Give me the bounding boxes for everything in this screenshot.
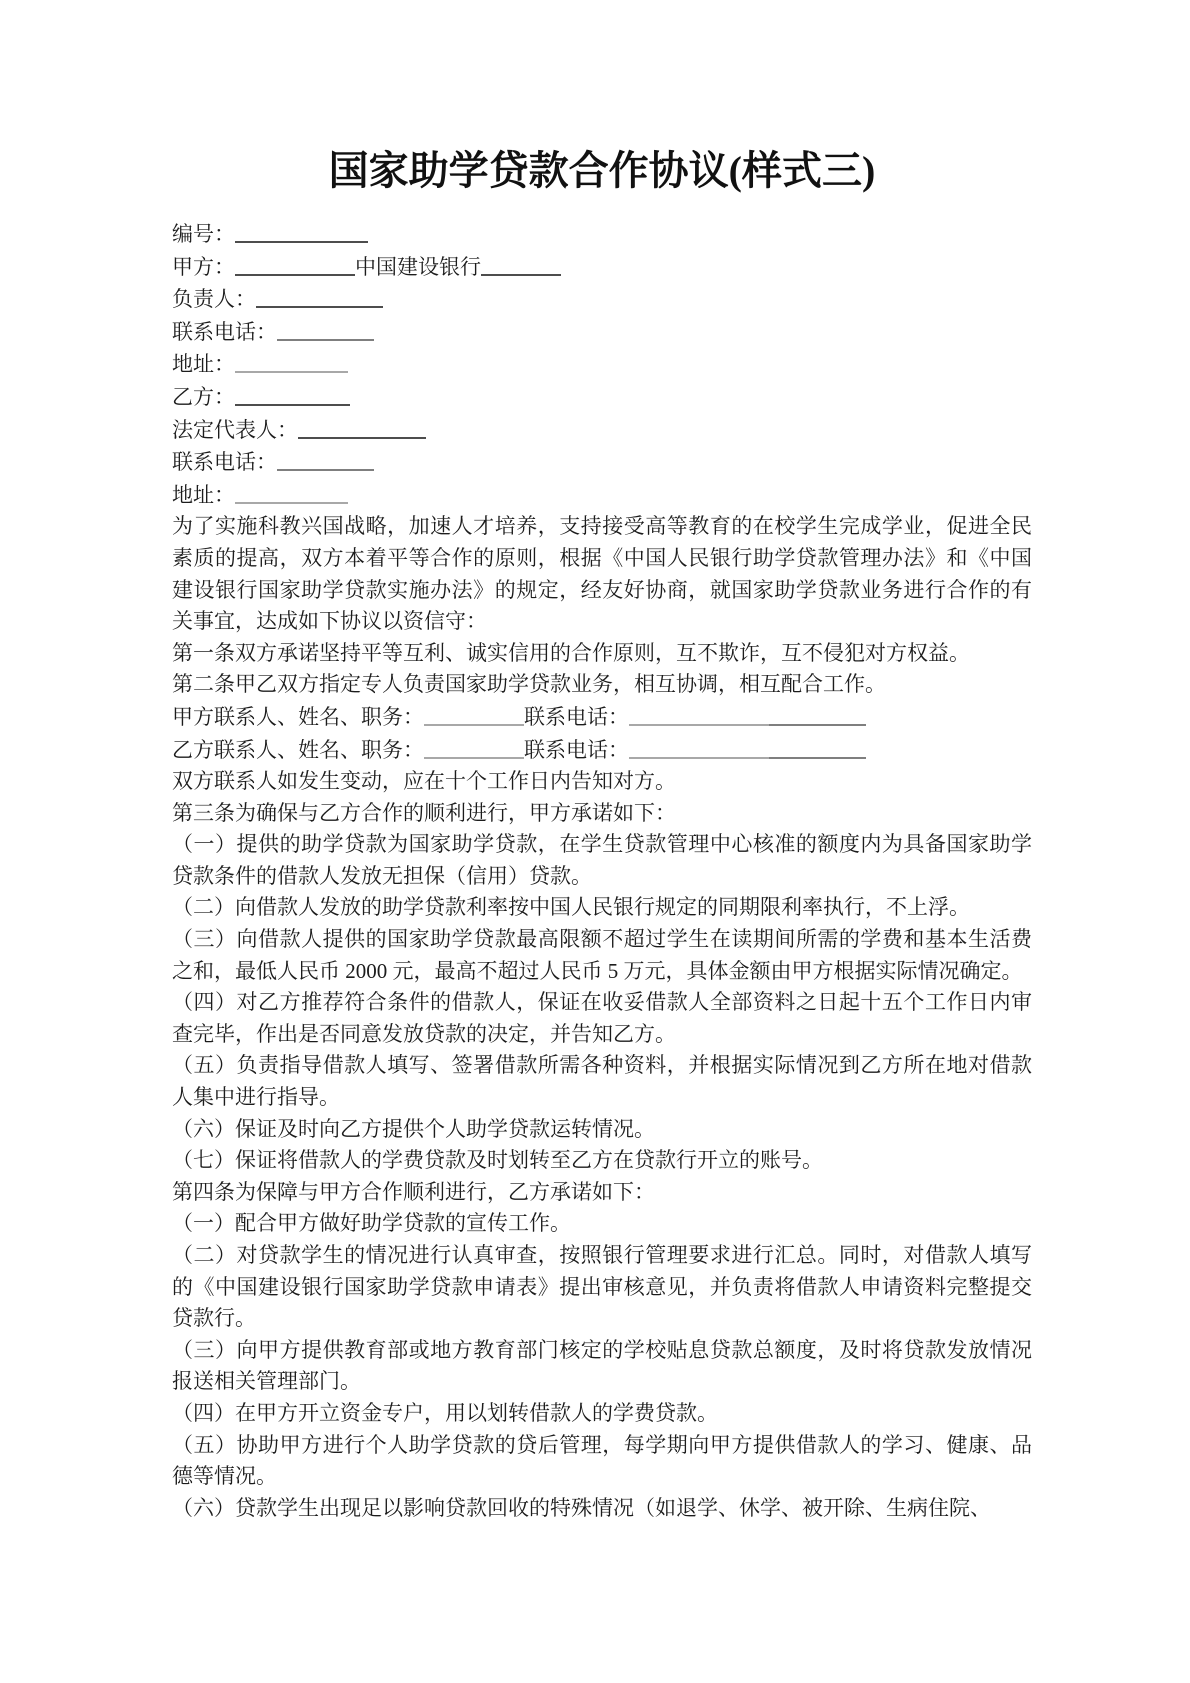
field-label: 联系电话： <box>172 319 277 344</box>
fill-in-blank <box>235 481 348 504</box>
field-label: 乙方联系人、姓名、职务： <box>172 737 424 762</box>
paragraph: 第二条甲乙双方指定专人负责国家助学贷款业务，相互协调，相互配合工作。 <box>172 672 886 697</box>
fill-in-blank <box>256 285 383 308</box>
field-line <box>172 316 1032 349</box>
field-line <box>172 734 1032 767</box>
fill-in-blank <box>424 736 524 759</box>
fill-in-blank <box>277 318 374 341</box>
field-label: 法定代表人： <box>172 417 298 442</box>
document-body <box>172 218 1032 1524</box>
field-line <box>172 283 1032 316</box>
paragraph: （四）在甲方开立资金专户，用以划转借款人的学费贷款。 <box>172 1400 718 1425</box>
fill-in-blank <box>629 703 769 726</box>
fill-in-blank <box>298 416 426 439</box>
fill-in-blank <box>424 703 524 726</box>
fill-in-blank <box>277 448 374 471</box>
field-label: 负责人： <box>172 287 256 312</box>
paragraph: （二）对贷款学生的情况进行认真审查，按照银行管理要求进行汇总。同时，对借款人填写的《中国建设银行国家助学贷款申请表》提出审核意见，并负责将借款人申请资料完整提交贷款行。 <box>172 1243 1032 1331</box>
paragraph: 第四条为保障与甲方合作顺利进行，乙方承诺如下： <box>172 1179 655 1204</box>
field-label: 联系电话： <box>524 704 629 729</box>
field-label: 联系电话： <box>172 450 277 475</box>
paragraph: （二）向借款人发放的助学贷款利率按中国人民银行规定的同期限利率执行，不上浮。 <box>172 895 970 920</box>
field-line <box>172 446 1032 479</box>
paragraph: （三）向甲方提供教育部或地方教育部门核定的学校贴息贷款总额度，及时将贷款发放情况报送相关管理部门。 <box>172 1337 1032 1394</box>
paragraph: （六）保证及时向乙方提供个人助学贷款运转情况。 <box>172 1116 655 1141</box>
field-line <box>172 218 1032 251</box>
field-label: 中国建设银行 <box>355 254 481 279</box>
field-line <box>172 414 1032 447</box>
paragraph: （一）配合甲方做好助学贷款的宣传工作。 <box>172 1211 571 1236</box>
paragraph: 为了实施科教兴国战略，加速人才培养，支持接受高等教育的在校学生完成学业，促进全民素质的提高，双方本着平等合作的原则，根据《中国人民银行助学贷款管理办法》和《中国建设银行国家助学贷款实施办法》的规定，经友好协商，就国家助学贷款业务进行合作的有关事宜，达成如下协议以资信守： <box>172 514 1032 634</box>
field-label: 地址： <box>172 352 235 377</box>
fill-in-blank <box>235 383 350 406</box>
paragraph: 双方联系人如发生变动，应在十个工作日内告知对方。 <box>172 769 676 794</box>
paragraph: （五）协助甲方进行个人助学贷款的贷后管理，每学期向甲方提供借款人的学习、健康、品德等情况。 <box>172 1432 1032 1489</box>
paragraph: （五）负责指导借款人填写、签署借款所需各种资料，并根据实际情况到乙方所在地对借款人集中进行指导。 <box>172 1053 1032 1110</box>
fill-in-blank <box>629 736 769 759</box>
field-line <box>172 348 1032 381</box>
field-label: 甲方联系人、姓名、职务： <box>172 704 424 729</box>
paragraph: （四）对乙方推荐符合条件的借款人，保证在收妥借款人全部资料之日起十五个工作日内审查完毕，作出是否同意发放贷款的决定，并告知乙方。 <box>172 990 1032 1046</box>
paragraph: 第一条双方承诺坚持平等互利、诚实信用的合作原则，互不欺诈，互不侵犯对方权益。 <box>172 640 970 665</box>
field-line <box>172 701 1032 734</box>
fill-in-blank <box>481 253 561 276</box>
paragraph: （七）保证将借款人的学费贷款及时划转至乙方在贷款行开立的账号。 <box>172 1148 823 1173</box>
field-line <box>172 479 1032 512</box>
paragraph: 第三条为确保与乙方合作的顺利进行，甲方承诺如下： <box>172 800 676 825</box>
fill-in-blank <box>235 220 368 243</box>
fill-in-blank <box>235 253 355 276</box>
field-line <box>172 251 1032 284</box>
paragraph: （六）贷款学生出现足以影响贷款回收的特殊情况（如退学、休学、被开除、生病住院、 <box>172 1495 991 1520</box>
field-label: 编号： <box>172 222 235 246</box>
field-line <box>172 381 1032 414</box>
field-label: 乙方： <box>172 384 235 409</box>
field-label: 联系电话： <box>524 737 629 762</box>
field-label: 甲方： <box>172 254 235 279</box>
fill-in-blank <box>235 350 348 373</box>
fill-in-blank <box>769 736 866 759</box>
fill-in-blank <box>769 703 866 726</box>
paragraph: （三）向借款人提供的国家助学贷款最高限额不超过学生在读期间所需的学费和基本生活费之和，最低人民币 2000 元，最高不超过人民币 5 万元，具体金额由甲方根据实际情况确定。 <box>172 927 1032 983</box>
field-label: 地址： <box>172 482 235 507</box>
paragraph: （一）提供的助学贷款为国家助学贷款，在学生贷款管理中心核准的额度内为具备国家助学贷款条件的借款人发放无担保（信用）贷款。 <box>172 832 1032 888</box>
document-title: 国家助学贷款合作协议(样式三) <box>328 148 876 193</box>
